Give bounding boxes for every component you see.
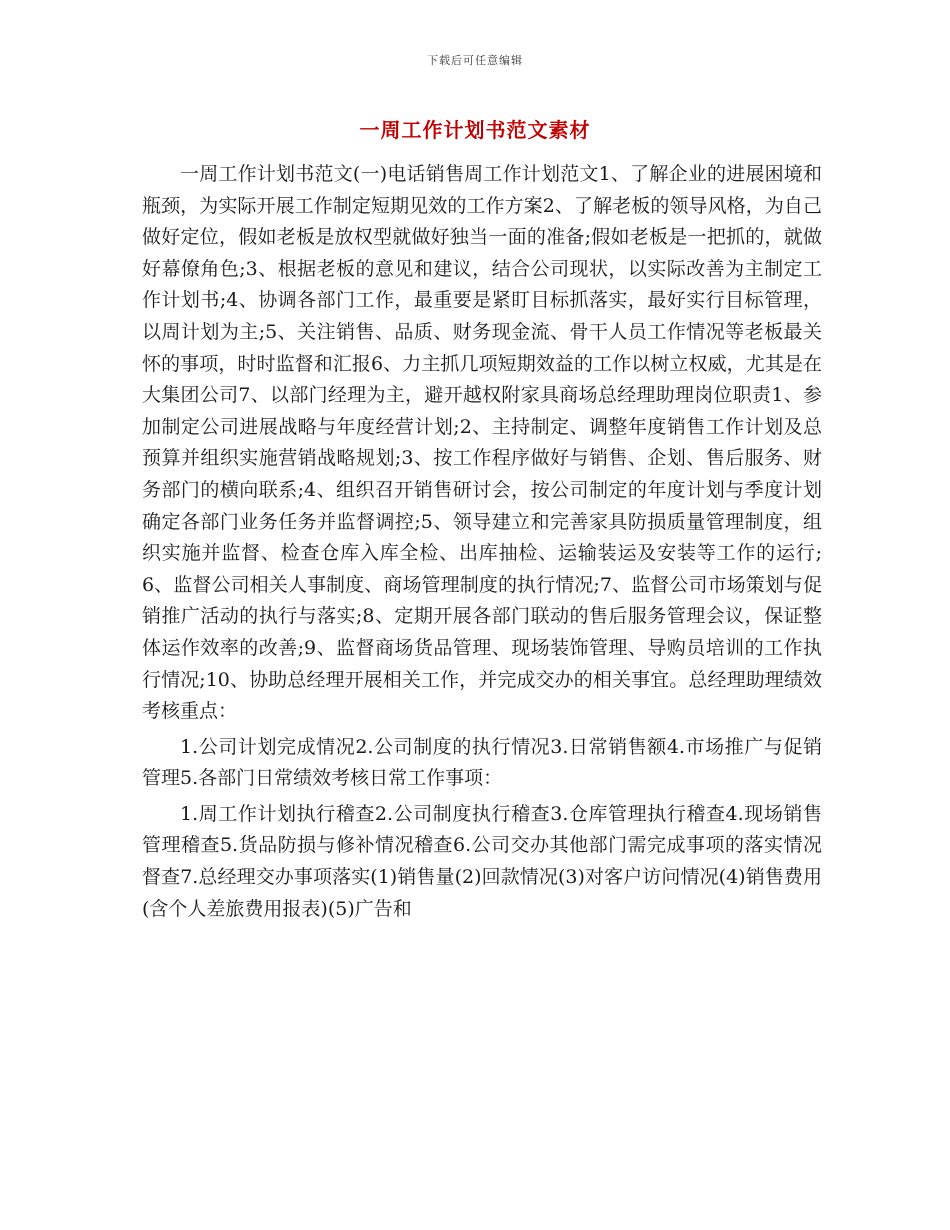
document-body	[142, 159, 822, 925]
body-paragraph-2: 1.公司计划完成情况2.公司制度的执行情况3.日常销售额4.市场推广与促销管理5.各部门日常绩效考核日常工作事项：	[142, 735, 822, 790]
header-note: 下载后可任意编辑	[427, 54, 523, 67]
body-paragraph-3: 1.周工作计划执行稽查2.公司制度执行稽查3.仓库管理执行稽查4.现场销售管理稽查5.货品防损与修补情况稽查6.公司交办其他部门需完成事项的落实情况督查7.总经理交办事项落实(1)销售量(2)回款情况(3)对客户访问情况(4)销售费用(含个人差旅费用报表)(5)广告和	[142, 802, 822, 920]
body-paragraph-1: 一周工作计划书范文(一)电话销售周工作计划范文1、了解企业的进展困境和瓶颈，为实际开展工作制定短期见效的工作方案2、了解老板的领导风格，为自己做好定位，假如老板是放权型就做好独当一面的准备;假如老板是一把抓的，就做好幕僚角色;3、根据老板的意见和建议，结合公司现状，以实际改善为主制定工作计划书;4、协调各部门工作，最重要是紧盯目标抓落实，最好实行目标管理，以周计划为主;5、关注销售、品质、财务现金流、骨干人员工作情况等老板最关怀的事项，时时监督和汇报6、力主抓几项短期效益的工作以树立权威，尤其是在大集团公司7、以部门经理为主，避开越权附家具商场总经理助理岗位职责1、参加制定公司进展战略与年度经营计划;2、主持制定、调整年度销售工作计划及总预算并组织实施营销战略规划;3、按工作程序做好与销售、企划、售后服务、财务部门的横向联系;4、组织召开销售研讨会，按公司制定的年度计划与季度计划确定各部门业务任务并监督调控;5、领导建立和完善家具防损质量管理制度，组织实施并监督、检查仓库入库全检、出库抽检、运输装运及安装等工作的运行;6、监督公司相关人事制度、商场管理制度的执行情况;7、监督公司市场策划与促销推广活动的执行与落实;8、定期开展各部门联动的售后服务管理会议，保证整体运作效率的改善;9、监督商场货品管理、现场装饰管理、导购员培训的工作执行情况;10、协助总经理开展相关工作，并完成交办的相关事宜。总经理助理绩效考核重点：	[142, 163, 822, 723]
document-title: 一周工作计划书范文素材	[359, 118, 591, 142]
